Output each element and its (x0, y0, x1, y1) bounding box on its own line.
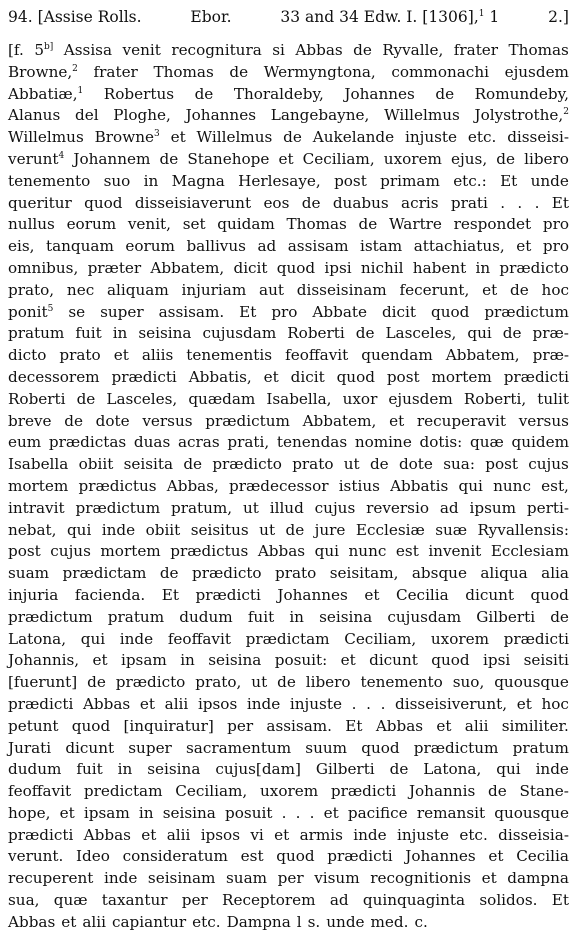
text-line: intravit prædictum pratum, ut illud cujus reversio ad ipsum perti- (8, 498, 569, 517)
text-line: tenemento suo in Magna Herlesaye, post primam etc.: Et unde (8, 171, 569, 190)
footnote-marker: b] (44, 42, 54, 52)
text-line: eum prædictas duas acras prati, tenendas nomine dotis: quæ quidem (8, 433, 569, 452)
text-line: hope, et ipsam in seisina posuit . . . et pacifice remansit quousque (8, 803, 569, 822)
header-roll-number: 94. [Assise Rolls. (8, 8, 142, 26)
text-line: injuria facienda. Et prædicti Johannes et Cecilia dicunt quod (8, 585, 569, 604)
footnote-marker: 2 (72, 63, 78, 74)
text-line: Jurati dicunt super sacramentum suum quod prædictum pratum (8, 738, 569, 757)
text-line: omnibus, præter Abbatem, dicit quod ipsi nichil habent in prædicto (8, 258, 569, 277)
footnote-marker: 2 (563, 107, 569, 118)
text-line: Willelmus Browne$^3$ et Willelmus de Aukelande injuste etc. disseisi- (8, 128, 569, 147)
text-line: Latona, qui inde feoffavit prædictam Ceciliam, uxorem prædicti (8, 629, 569, 648)
text-line: nullus eorum venit, set quidam Thomas de Wartre respondet pro (8, 215, 569, 234)
text-line: petunt quod [inquiratur] per assisam. Et Abbas et alii similiter. (8, 716, 569, 735)
footnote-marker: 1 (478, 9, 485, 19)
text-line: sua, quæ taxantur per Receptorem ad quinquaginta solidos. Et (8, 891, 569, 910)
header-regnal-year: 33 and 34 Edw. I. [1306],$^1$ 1 (280, 8, 500, 26)
text-line: Johannis, et ipsam in seisina posuit: et dicunt quod ipsi seisiti (8, 651, 569, 670)
text-line: verunt. Ideo consideratum est quod prædicti Johannes et Cecilia (8, 847, 569, 866)
text-line: Abbas et alii capiantur etc. Dampna l s. unde med. c. (8, 912, 428, 931)
footnote-marker: 5 (47, 303, 54, 314)
text-line: dicto prato et aliis tenementis feoffavit quendam Abbatem, præ- (8, 346, 569, 365)
text-line: [f. $5^{b]}$ Assisa venit recognitura si Abbas de Ryvalle, frater Thomas (8, 41, 569, 59)
text-line: Abbatiæ,$^1$ Robertus de Thoraldeby, Johannes de Romundeby, (8, 84, 569, 103)
text-line: eis, tanquam eorum ballivus ad assisam istam attachiatus, et pro (8, 237, 569, 256)
text-line: breve de dote versus prædictum Abbatem, et recuperavit versus (8, 411, 569, 430)
text-line: recuperent inde seisinam suam per visum recognitionis et dampna (8, 869, 569, 888)
text-line: prato, nec aliquam injuriam aut disseisinam fecerunt, et de hoc (8, 280, 569, 299)
text-line: feoffavit predictam Ceciliam, uxorem prædicti Johannis de Stane- (8, 782, 569, 801)
text-line: verunt$^4$ Johannem de Stanehope et Ceciliam, uxorem ejus, de libero (8, 149, 569, 168)
text-line: dudum fuit in seisina cujus[dam] Gilberti de Latona, qui inde (8, 760, 569, 779)
text-line: prædicti Abbas et alii ipsos vi et armis inde injuste etc. disseisia- (8, 825, 569, 844)
document-page (8, 6, 569, 934)
footnote-marker: 4 (58, 150, 65, 161)
text-line: mortem prædictus Abbas, prædecessor istius Abbatis qui nunc est, (8, 476, 569, 495)
document-body (8, 40, 569, 934)
footnote-marker: 1 (77, 85, 84, 96)
text-line: pratum fuit in seisina cujusdam Roberti de Lasceles, qui de præ- (8, 324, 569, 343)
text-line: decessorem prædicti Abbatis, et dicit quod post mortem prædicti (8, 367, 569, 386)
text-line: Browne,$^2$ frater Thomas de Wermyngtona, commonachi ejusdem (8, 62, 569, 81)
text-line: [fuerunt] de prædicto prato, ut de libero tenemento suo, quousque (8, 673, 569, 692)
text-line: ponit$^5$ se super assisam. Et pro Abbate dicit quod prædictum (8, 302, 569, 321)
running-header (8, 6, 569, 28)
text-line: prædicti Abbas et alii ipsos inde injuste . . . disseisiverunt, et hoc (8, 694, 569, 713)
text-line: Alanus del Ploghe, Johannes Langebayne, Willelmus Jolystrothe,$^2$ (8, 106, 569, 125)
header-county: Ebor. (190, 8, 232, 26)
footnote-marker: 3 (153, 129, 160, 140)
text-line: prædictum pratum dudum fuit in seisina cujusdam Gilberti de (8, 607, 569, 626)
text-line: queritur quod disseisiaverunt eos de duabus acris prati . . . Et (8, 193, 569, 212)
text-line: post cujus mortem prædictus Abbas qui nunc est invenit Ecclesiam (8, 542, 569, 561)
header-page-number: 2.] (548, 8, 569, 26)
text-line: Isabella obiit seisita de prædicto prato ut de dote sua: post cujus (8, 455, 569, 474)
text-line: nebat, qui inde obiit seisitus ut de jure Ecclesiæ suæ Ryvallensis: (8, 520, 569, 539)
text-line: Roberti de Lasceles, quædam Isabella, uxor ejusdem Roberti, tulit (8, 389, 569, 408)
text-line: suam prædictam de prædicto prato seisitam, absque aliqua alia (8, 564, 569, 583)
